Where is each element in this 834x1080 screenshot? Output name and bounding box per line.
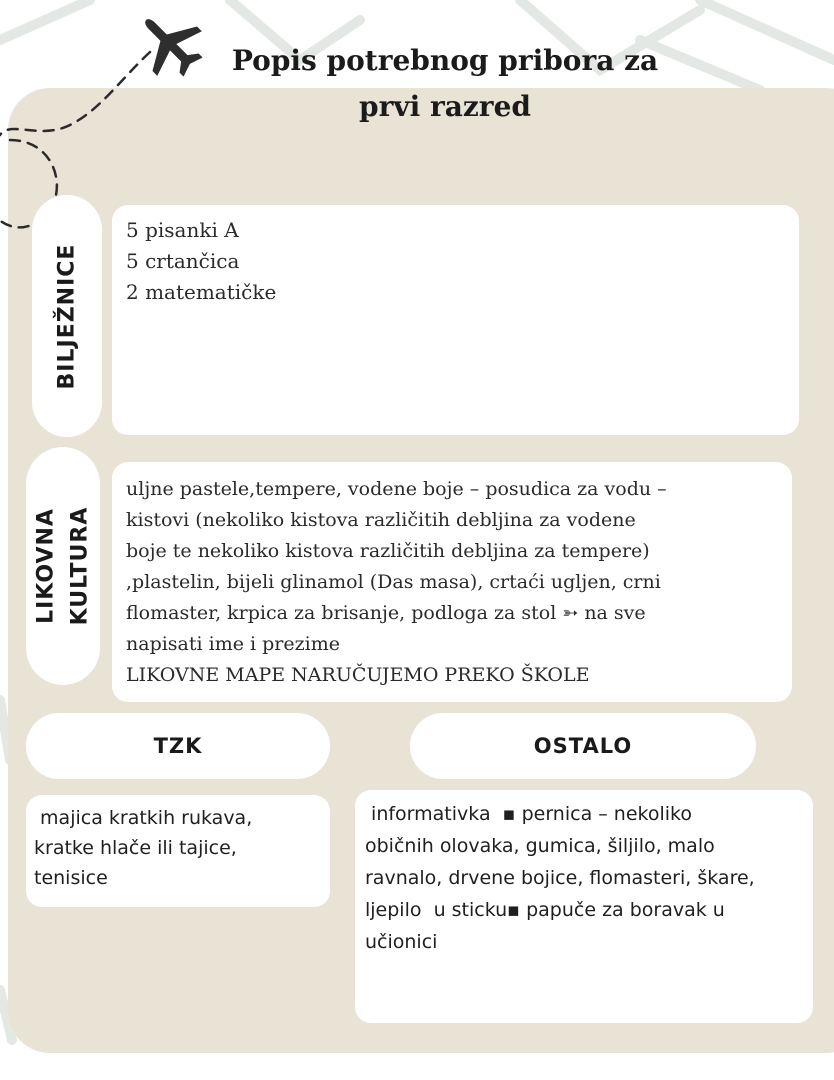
ostalo-item: ljepilo u sticku▪ papuče za boravak u — [365, 899, 725, 921]
tzk-item: kratke hlače ili tajice, — [34, 837, 237, 859]
likovna-item: boje te nekoliko kistova različitih debljina za tempere) — [126, 540, 650, 562]
likovna-label-line1: LIKOVNA — [33, 508, 58, 624]
tzk-label: TZK — [153, 734, 203, 758]
tzk-item: tenisice — [34, 867, 108, 889]
likovna-label — [29, 507, 97, 626]
page-title: Popis potrebnog pribora za prvi razred — [231, 44, 659, 123]
likovna-item: LIKOVNE MAPE NARUČUJEMO PREKO ŠKOLE — [126, 664, 590, 686]
tzk-label-pill — [26, 713, 330, 779]
biljeznice-box — [112, 205, 799, 435]
likovna-item: kistovi (nekoliko kistova različitih debljina za vodene — [126, 509, 636, 531]
likovna-label-pill — [26, 447, 100, 685]
ostalo-item: informativka ▪ pernica – nekoliko — [365, 803, 692, 825]
biljeznice-item: 2 matematičke — [126, 280, 277, 304]
airplane-icon — [134, 8, 206, 80]
ostalo-item: učionici — [365, 931, 438, 953]
ostalo-box — [355, 790, 813, 1023]
likovna-label-line2: KULTURA — [67, 506, 92, 626]
biljeznice-label-pill — [32, 195, 102, 437]
biljeznice-item: 5 crtančica — [126, 249, 240, 273]
biljeznice-item: 5 pisanki A — [126, 218, 239, 242]
ostalo-item: ravnalo, drvene bojice, flomasteri, škare, — [365, 867, 755, 889]
likovna-box — [112, 462, 792, 702]
ostalo-label-pill — [410, 713, 756, 779]
likovna-item: ,plastelin, bijeli glinamol (Das masa), crtaći ugljen, crni — [126, 571, 661, 593]
tzk-item: majica kratkih rukava, — [34, 807, 253, 829]
likovna-item: napisati ime i prezime — [126, 633, 340, 655]
tzk-box — [26, 795, 330, 907]
ostalo-label: OSTALO — [533, 734, 633, 758]
ostalo-item: običnih olovaka, gumica, šiljilo, malo — [365, 835, 715, 857]
likovna-item: flomaster, krpica za brisanje, podloga za stol ➳ na sve — [126, 602, 646, 624]
biljeznice-label: BILJEŽNICE — [54, 243, 80, 389]
likovna-item: uljne pastele,tempere, vodene boje – posudica za vodu – — [126, 478, 667, 500]
